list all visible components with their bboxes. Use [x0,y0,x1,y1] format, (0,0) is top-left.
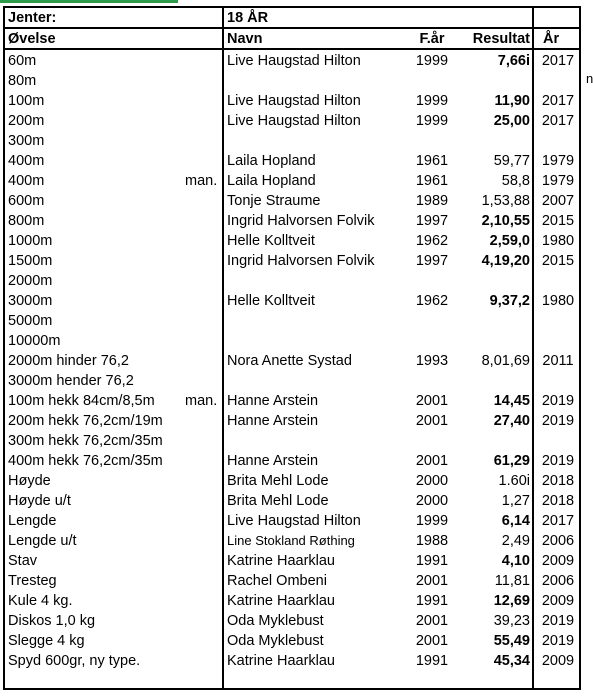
birth-year-cell: 2001 [415,453,449,469]
birth-year-cell: 1999 [415,93,449,109]
event-cell: 200m hekk 76,2cm/19m [8,413,163,429]
result-cell [453,431,530,451]
table-row [5,51,579,71]
table-row [5,591,579,611]
birth-year-cell: 2001 [415,393,449,409]
name-cell: Ingrid Halvorsen Folvik [227,213,375,229]
name-cell: Brita Mehl Lode [227,493,329,509]
name-cell: Nora Anette Systad [227,353,352,369]
birth-year-cell [410,271,454,291]
table-row [5,151,579,171]
name-cell: Katrine Haarklau [227,593,335,609]
table-row [5,531,579,551]
result-cell: 11,90 [494,93,530,109]
year-cell: 2019 [541,453,575,469]
name-cell: Hanne Arstein [227,453,319,469]
result-cell: 6,14 [501,513,530,529]
year-cell: 2017 [541,53,575,69]
event-cell: Høyde [8,473,51,489]
event-cell: Slegge 4 kg [8,633,85,649]
birth-year-cell: 1991 [415,593,449,609]
event-cell: 400m [8,173,45,189]
records-table [3,6,581,690]
year-cell: 2018 [541,493,575,509]
birth-year-cell: 2001 [415,613,449,629]
year-cell: 2017 [541,513,575,529]
year-cell: 2009 [541,553,575,569]
result-cell: 7,66i [497,53,530,69]
result-cell [453,271,530,291]
result-cell: 12,69 [493,593,530,609]
event-cell: Kule 4 kg. [8,593,73,609]
header-year: År [543,31,560,47]
name-cell: Oda Myklebust [227,633,324,649]
result-cell: 4,10 [501,553,530,569]
result-cell [453,131,530,151]
result-cell: 39,23 [493,613,530,629]
birth-year-cell: 1993 [415,353,449,369]
year-cell [535,71,581,91]
event-cell: Diskos 1,0 kg [8,613,96,629]
year-cell: 2019 [541,413,575,429]
name-cell: Ingrid Halvorsen Folvik [227,253,375,269]
event-cell: 3000m [8,293,53,309]
result-cell: 1,27 [501,493,530,509]
name-cell: Katrine Haarklau [227,553,335,569]
table-row [5,511,579,531]
result-cell: 2,49 [501,533,530,549]
event-cell: 300m hekk 76,2cm/35m [8,433,163,449]
title-row [5,8,579,28]
year-cell [535,271,581,291]
table-row [5,451,579,471]
table-row [5,391,579,411]
result-cell: 4,19,20 [481,253,530,269]
result-cell: 11,81 [494,573,530,589]
result-cell [453,311,530,331]
birth-year-cell: 1989 [415,193,449,209]
year-cell [535,431,581,451]
event-cell: 2000m [8,273,53,289]
result-cell: 45,34 [493,653,530,669]
birth-year-cell [410,71,454,91]
event-cell: 1000m [8,233,53,249]
name-cell: Brita Mehl Lode [227,473,329,489]
event-cell: 2000m hinder 76,2 [8,353,129,369]
result-cell: 1,53,88 [481,193,530,209]
year-cell [535,311,581,331]
column-header-row [5,29,579,49]
year-cell: 2009 [541,653,575,669]
birth-year-cell: 1962 [415,293,449,309]
header-birth-year: F.år [419,31,445,47]
table-row [5,371,579,391]
year-cell: 2006 [541,573,575,589]
year-cell [535,371,581,391]
name-cell: Live Haugstad Hilton [227,113,361,129]
table-row [5,271,579,291]
year-cell: 2017 [541,93,575,109]
birth-year-cell: 2000 [415,473,449,489]
year-cell: 1980 [541,293,575,309]
name-cell: Live Haugstad Hilton [227,53,361,69]
birth-year-cell: 1997 [415,213,449,229]
birth-year-cell: 1988 [415,533,449,549]
table-row [5,471,579,491]
birth-year-cell: 2001 [415,573,449,589]
birth-year-cell: 1961 [415,153,449,169]
name-cell: Helle Kolltveit [227,233,315,249]
name-cell: Helle Kolltveit [227,293,315,309]
note-cell: man. [185,173,218,189]
event-cell: 400m [8,153,45,169]
year-cell: 2015 [541,213,575,229]
result-cell: 27,40 [493,413,530,429]
result-cell: 14,45 [493,393,530,409]
table-row [5,131,579,151]
header-event: Øvelse [8,31,56,47]
name-cell: Live Haugstad Hilton [227,513,361,529]
event-cell: Høyde u/t [8,493,71,509]
event-cell: Spyd 600gr, ny type. [8,653,141,669]
name-cell: Tonje Straume [227,193,321,209]
birth-year-cell: 1999 [415,53,449,69]
table-row [5,71,579,91]
event-cell: 60m [8,53,37,69]
header-name: Navn [227,31,263,47]
result-cell: 59,77 [493,153,530,169]
table-row [5,611,579,631]
stray-cell-text: n [586,71,593,86]
result-cell: 58,8 [501,173,530,189]
birth-year-cell: 1999 [415,513,449,529]
year-cell: 2006 [541,533,575,549]
table-row [5,111,579,131]
birth-year-cell: 1991 [415,553,449,569]
name-cell: Live Haugstad Hilton [227,93,361,109]
year-cell: 2017 [541,113,575,129]
result-cell: 8,01,69 [481,353,530,369]
result-cell: 2,59,0 [489,233,530,249]
table-row [5,571,579,591]
event-cell: 10000m [8,333,61,349]
event-cell: 1500m [8,253,53,269]
event-cell: Tresteg [8,573,57,589]
note-cell: man. [185,393,218,409]
year-cell: 1979 [541,153,575,169]
year-cell: 2019 [541,613,575,629]
table-row [5,411,579,431]
top-accent-line [0,0,178,3]
name-cell: Rachel Ombeni [227,573,327,589]
year-cell: 2015 [541,253,575,269]
result-cell: 55,49 [493,633,530,649]
name-cell: Oda Myklebust [227,613,324,629]
birth-year-cell: 2001 [415,633,449,649]
result-cell: 61,29 [493,453,530,469]
year-cell: 2018 [541,473,575,489]
year-cell: 2011 [542,353,574,369]
year-cell: 1980 [541,233,575,249]
name-cell: Katrine Haarklau [227,653,335,669]
name-cell: Hanne Arstein [227,393,319,409]
birth-year-cell: 1961 [415,173,449,189]
name-cell: Hanne Arstein [227,413,319,429]
name-cell: Laila Hopland [227,153,316,169]
birth-year-cell [410,431,454,451]
header-divider [5,48,579,50]
event-cell: Stav [8,553,38,569]
name-cell: Laila Hopland [227,173,316,189]
birth-year-cell [410,311,454,331]
result-cell: 2,10,55 [481,213,530,229]
table-row [5,251,579,271]
table-row [5,351,579,371]
event-cell: 3000m hender 76,2 [8,373,134,389]
table-row [5,191,579,211]
table-row [5,291,579,311]
result-cell: 1.60i [498,473,530,489]
table-row [5,211,579,231]
event-cell: 300m [8,133,45,149]
table-row [5,231,579,251]
event-cell: 400m hekk 76,2cm/35m [8,453,163,469]
event-cell: 200m [8,113,45,129]
event-cell: 600m [8,193,45,209]
year-cell [535,331,581,351]
year-cell: 2019 [541,633,575,649]
table-row [5,331,579,351]
table-row [5,551,579,571]
result-cell: 25,00 [493,113,530,129]
table-row [5,651,579,671]
year-cell: 2019 [541,393,575,409]
birth-year-cell: 2000 [415,493,449,509]
table-row [5,171,579,191]
birth-year-cell: 1991 [415,653,449,669]
table-row [5,491,579,511]
birth-year-cell: 1999 [415,113,449,129]
result-cell [453,331,530,351]
event-cell: 5000m [8,313,53,329]
event-cell: Lengde [8,513,57,529]
header-result: Resultat [472,31,530,47]
birth-year-cell: 1962 [415,233,449,249]
birth-year-cell: 2001 [415,413,449,429]
birth-year-cell [410,371,454,391]
year-cell: 2009 [541,593,575,609]
birth-year-cell [410,131,454,151]
event-cell: Lengde u/t [8,533,77,549]
table-row [5,91,579,111]
name-cell: Line Stokland Røthing [227,533,355,548]
event-cell: 100m [8,93,45,109]
birth-year-cell: 1997 [415,253,449,269]
event-cell: 80m [8,73,37,89]
age-class-title: 18 ÅR [227,10,269,26]
group-title: Jenter: [8,10,57,26]
result-cell [453,71,530,91]
result-cell: 9,37,2 [489,293,530,309]
year-cell: 2007 [541,193,575,209]
table-row [5,631,579,651]
event-cell: 800m [8,213,45,229]
table-row [5,431,579,451]
year-cell: 1979 [541,173,575,189]
birth-year-cell [410,331,454,351]
table-row [5,311,579,331]
result-cell [453,371,530,391]
year-cell [535,131,581,151]
event-cell: 100m hekk 84cm/8,5m [8,393,155,409]
